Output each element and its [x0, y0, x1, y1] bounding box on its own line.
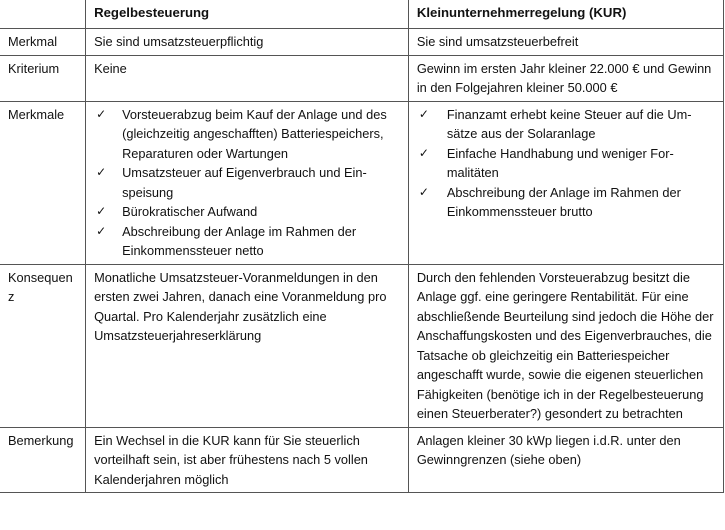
list-item — [94, 163, 402, 202]
row-konsequenz — [0, 264, 724, 427]
row-bemerkung — [0, 427, 724, 493]
cell-kriterium-kur: Gewinn im ersten Jahr kleiner 22.000 € und Gewinn in den Folgejahren kleiner 50.000 € — [408, 55, 723, 101]
row-label-bemerkung: Bemerkung — [0, 427, 86, 493]
checkmark-icon: ✓ — [418, 145, 429, 160]
checkmark-icon: ✓ — [96, 106, 107, 121]
cell-merkmal-regel: Sie sind umsatzsteuerpflichtig — [86, 29, 409, 56]
cell-bemerkung-regel: Ein Wechsel in die KUR kann für Sie steuerlich vorteilhaft sein, ist aber frühestens nach 5 vollen Kalenderjahren möglich — [86, 427, 409, 493]
row-merkmale — [0, 101, 724, 264]
checkmark-icon: ✓ — [418, 184, 429, 199]
row-label-merkmale: Merkmale — [0, 101, 86, 264]
header-row — [0, 0, 724, 29]
checkmark-icon: ✓ — [96, 223, 107, 238]
list-item-text: Abschreibung der Anlage im Rahmen der Einkommenssteuer brutto — [446, 184, 681, 219]
list-item — [417, 144, 717, 183]
header-kur: Kleinunternehmerregelung (KUR) — [408, 0, 723, 29]
list-item-text: Einfache Handhabung und weniger Formalitäten — [446, 145, 674, 180]
row-label-konsequenz: Konsequenz — [0, 264, 86, 427]
checkmark-icon: ✓ — [418, 106, 429, 121]
row-merkmal — [0, 29, 724, 56]
list-item — [94, 222, 402, 261]
checkmark-icon: ✓ — [96, 165, 107, 179]
cell-kriterium-regel: Keine — [86, 55, 409, 101]
cell-merkmale-kur — [408, 101, 723, 264]
list-item — [417, 105, 717, 144]
cell-konsequenz-regel: Monatliche Umsatzsteuer-Voranmeldungen in den ersten zwei Jahren, danach eine Voranmeldung pro Quartal. Pro Kalenderjahr zusätzlich eine Umsatzsteuerjahreserklärung — [86, 264, 409, 427]
list-item-text: Bürokratischer Aufwand — [122, 204, 258, 219]
row-label-merkmal: Merkmal — [0, 29, 86, 56]
list-item-text: Finanzamt erhebt keine Steuer auf die Umsätze aus der Solaranlage — [446, 106, 692, 141]
checklist-kur — [417, 105, 717, 222]
list-item — [94, 105, 402, 164]
checklist-regel — [94, 105, 402, 261]
header-regelbesteuerung: Regelbesteuerung — [86, 0, 409, 29]
list-item-text: Vorsteuerabzug beim Kauf der Anlage und des (gleichzeitig angeschafften) Batteriespeichers, Reparaturen oder Wartungen — [122, 106, 387, 161]
list-item-text: Umsatzsteuer auf Eigenverbrauch und Einspeisung — [122, 165, 367, 200]
row-kriterium — [0, 55, 724, 101]
list-item-text: Abschreibung der Anlage im Rahmen der Einkommenssteuer netto — [122, 223, 357, 258]
list-item — [94, 202, 402, 222]
header-empty-cell — [0, 0, 86, 29]
list-item — [417, 183, 717, 222]
cell-merkmal-kur: Sie sind umsatzsteuerbefreit — [408, 29, 723, 56]
row-label-kriterium: Kriterium — [0, 55, 86, 101]
cell-bemerkung-kur: Anlagen kleiner 30 kWp liegen i.d.R. unter den Gewinngrenzen (siehe oben) — [408, 427, 723, 493]
cell-merkmale-regel — [86, 101, 409, 264]
checkmark-icon: ✓ — [96, 204, 107, 218]
cell-konsequenz-kur: Durch den fehlenden Vorsteuerabzug besitzt die Anlage ggf. eine geringere Rentabilität. Für eine abschließende Beurteilung sind jedoch die Höhe der Anschaffungskosten und des Eigenverbrauches, die Tatsache ob gleichzeitig ein Batteriespeicher angeschafft wurde, sowie die eigenen steuerlichen Fähigkeiten (benötige ich in der Regelbesteuerung einen Steuerberater?) gesondert zu betrachten — [408, 264, 723, 427]
